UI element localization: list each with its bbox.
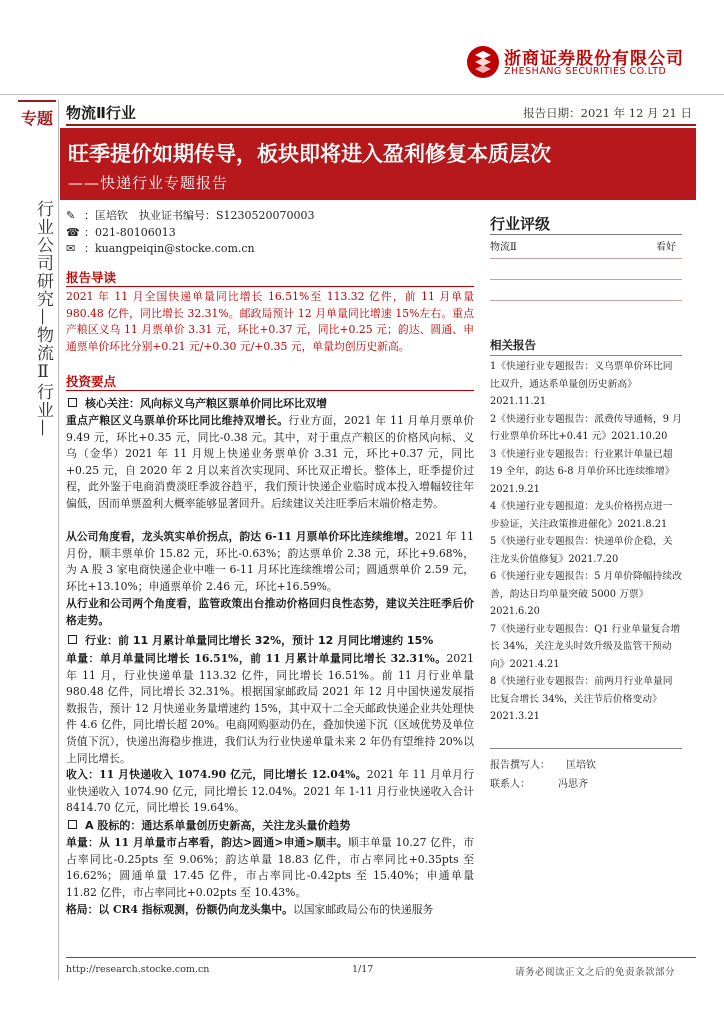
footer-rule (66, 957, 696, 958)
related-report-item[interactable]: 7《快递行业专题报告：Q1 行业单量复合增长 34%，关注龙头时效升级及监管干预动向》2021.4.21 (490, 623, 681, 670)
report-date: 报告日期：2021 年 12 月 21 日 (523, 106, 692, 120)
summary-heading: 报告导读 (66, 270, 117, 285)
related-report-item[interactable]: 2《快递行业专题报告：派费传导通畅，9 月行业票单价环比+0.41 元》2021.10.20 (490, 413, 682, 442)
sidebar (18, 100, 59, 980)
related-report-item[interactable]: 6《快递行业专题报告：5 月单价降幅持续改善，韵达日均单量突破 5000 万票》2021.6.20 (490, 571, 682, 617)
rating-row (490, 238, 682, 253)
report-subtitle: ——快递行业专题报告 (68, 174, 229, 192)
points-heading: 投资要点 (66, 374, 117, 389)
rating-line-3 (490, 300, 682, 301)
bullet-industry: 行业：前 11 月累计单量同比增长 32%，预计 12 月同比增速约 15% (66, 632, 474, 648)
phone-icon: ☎ (66, 226, 80, 239)
paragraph-7: 格局：以 CR4 指标观测，份额仍向龙头集中。以国家邮政局公布的快递服务 (66, 903, 434, 916)
related-list (490, 358, 682, 726)
related-report-item[interactable]: 8《快递行业专题报告：前两月行业单量同比复合增长 34%，关注节后价格变动》2021.3.21 (490, 676, 673, 722)
author-writer: 报告撰写人： 匡培钦 (490, 760, 596, 771)
paragraph-4: 单量：单月单量同比增长 16.51%，前 11 月累计单量同比增长 32.31%。2021 年 11 月，行业快递单量 113.32 亿件，同比增长 16.51%。前 11 月行业单量 980.48 亿件，同比增长 32.31%。根据国家邮政局 2021 年 12 月中国快递发展指数报告，预计 12 月快递业务量增速约 15%，其中双十二全天邮政快递企业共处理快件 4.6 亿件，同比增长超 20%。电商网购驱动仍在，叠加快递下沉（区域优势及单位货值下沉），快递出海稳步推进，我们认为行业快递单量未来 2 年仍有望维持 20%以上同比增长。 (66, 652, 474, 765)
paragraph-5: 收入：11 月快递收入 1074.90 亿元，同比增长 12.04%。2021 年 11 月单月行业快递收入 1074.90 亿元，同比增长 12.04%。2021 年 1-11 月行业快递收入合计 8414.70 亿元，同比增长 19.64%。 (66, 768, 474, 815)
author-rule (490, 748, 682, 749)
analyst-email: ✉ ：kuangpeiqin@stocke.com.cn (66, 242, 255, 255)
square-bullet-icon (68, 398, 77, 407)
footer-url[interactable]: http://research.stocke.com.cn (66, 964, 210, 975)
related-report-item[interactable]: 5《快递行业专题报告：快递单价企稳，关注龙头价值修复》2021.7.20 (490, 536, 673, 565)
pen-icon: ✎ (66, 209, 76, 222)
rating-value: 看好 (656, 242, 676, 253)
paragraph-2: 从公司角度看，龙头筑实单价拐点，韵达 6-11 月票单价环比连续维增。2021 年 11 月份，顺丰票单价 15.82 元，环比-0.63%；韵达票单价 2.38 元，环比+9.68%，为 A 股 3 家电商快递企业中唯一 6-11 月环比连续维增公司；圆通票单价 2.59 元，环比+13.10%；申通票单价 2.46 元，环比+16.59%。 (66, 530, 474, 593)
points-rule (66, 390, 474, 391)
company-name-en: ZHESHANG SECURITIES CO.LTD (504, 66, 667, 77)
square-bullet-icon (68, 635, 77, 644)
rating-rule (490, 234, 682, 235)
footer-disclaimer: 请务必阅读正文之后的免责条款部分 (515, 967, 676, 978)
sidebar-title: 行业公司研究—物流Ⅱ行业— (33, 200, 53, 437)
title-banner (60, 128, 696, 200)
related-report-item[interactable]: 3《快递行业专题报告：行业累计单量已超 19 全年，韵达 6-8 月单价环比连续维增》2021.9.21 (490, 448, 675, 495)
author-contact: 联系人： 冯思齐 (490, 779, 588, 790)
bullet-a-share: A 股标的：通达系单量创历史新高，关注龙头量价趋势 (66, 817, 474, 833)
sidebar-special-label: 专题 (18, 100, 56, 180)
summary-rule (66, 286, 474, 287)
paragraph-6: 单量：从 11 月单量市占率看，韵达>圆通>申通>顺丰。顺丰单量 10.27 亿件，市占率同比-0.25pts 至 9.06%；韵达单量 18.83 亿件，市占率同比+0.35pts 至 16.62%；圆通单量 17.45 亿件，市占率同比-0.42pts 至 15.40%；申通单量 11.82 亿件，市占率同比+0.02pts 至 10.43%。 (66, 836, 474, 899)
industry-label: 物流Ⅱ行业 (66, 104, 136, 122)
analyst-name: ✎ ：匡培钦 执业证书编号：S1230520070003 (66, 209, 315, 222)
rating-heading: 行业评级 (490, 215, 551, 233)
rating-line-2 (490, 279, 682, 280)
summary-text: 2021 年 11 月全国快递单量同比增长 16.51%至 113.32 亿件，前 11 月单量 980.48 亿件，同比增长 32.31%。邮政局预计 12 月单量同比增速 15%左右。重点产粮区义乌 11 月票单价 3.31 元，环比+0.37 元，同比+0.25 元；韵达、圆通、申通票单价环比分别+0.21 元/+0.30 元/+0.35 元，单量均创历史新高。 (66, 290, 474, 353)
analyst-phone: ☎ ：021-80106013 (66, 226, 176, 239)
company-logo-icon (466, 45, 500, 79)
square-bullet-icon (68, 820, 77, 829)
paragraph-1: 重点产粮区义乌票单价环比同比维持双增长。行业方面，2021 年 11 月单月票单价 9.49 元，环比+0.35 元，同比-0.38 元。其中，对于重点产粮区的价格风向标、义乌（金华）2021 年 11 月规上快递业务票单价 3.31 元，环比+0.37 元，同比+0.25 元，自 2020 年 2 月以来首次实现同、环比双正增长。整体上，旺季提价过程，此外鉴于电商消费淡旺季波谷趋平，我们预计快递企业临时成本投入增幅较往年偏低，因而单票盈利大概率能够显著回升。后续建议关注旺季后末端价格走势。 (66, 414, 475, 510)
report-title: 旺季提价如期传导，板块即将进入盈利修复本质层次 (68, 142, 551, 166)
company-name: 浙商证券股份有限公司 (504, 49, 684, 69)
rating-sector: 物流Ⅱ (490, 242, 517, 253)
related-report-item[interactable]: 4《快递行业专题报道：龙头价格拐点进一步验证，关注政策推进催化》2021.8.21 (490, 501, 673, 530)
rating-line-1 (490, 258, 682, 259)
header-divider (0, 94, 724, 95)
page-number: 1/17 (352, 964, 374, 975)
related-rule (490, 355, 682, 356)
bullet-core: 核心关注：风向标义乌产粮区票单价同比环比双增 (66, 395, 474, 411)
email-icon: ✉ (66, 242, 76, 255)
top-bar (66, 98, 696, 126)
related-heading: 相关报告 (490, 338, 536, 352)
related-report-item[interactable]: 1《快递行业专题报告：义乌票单价环比同比双升，通达系单量创历史新高》2021.11.21 (490, 361, 673, 407)
paragraph-3: 从行业和公司两个角度看，监管政策出台推动价格回归良性态势，建议关注旺季后价格走势。 (66, 597, 474, 627)
